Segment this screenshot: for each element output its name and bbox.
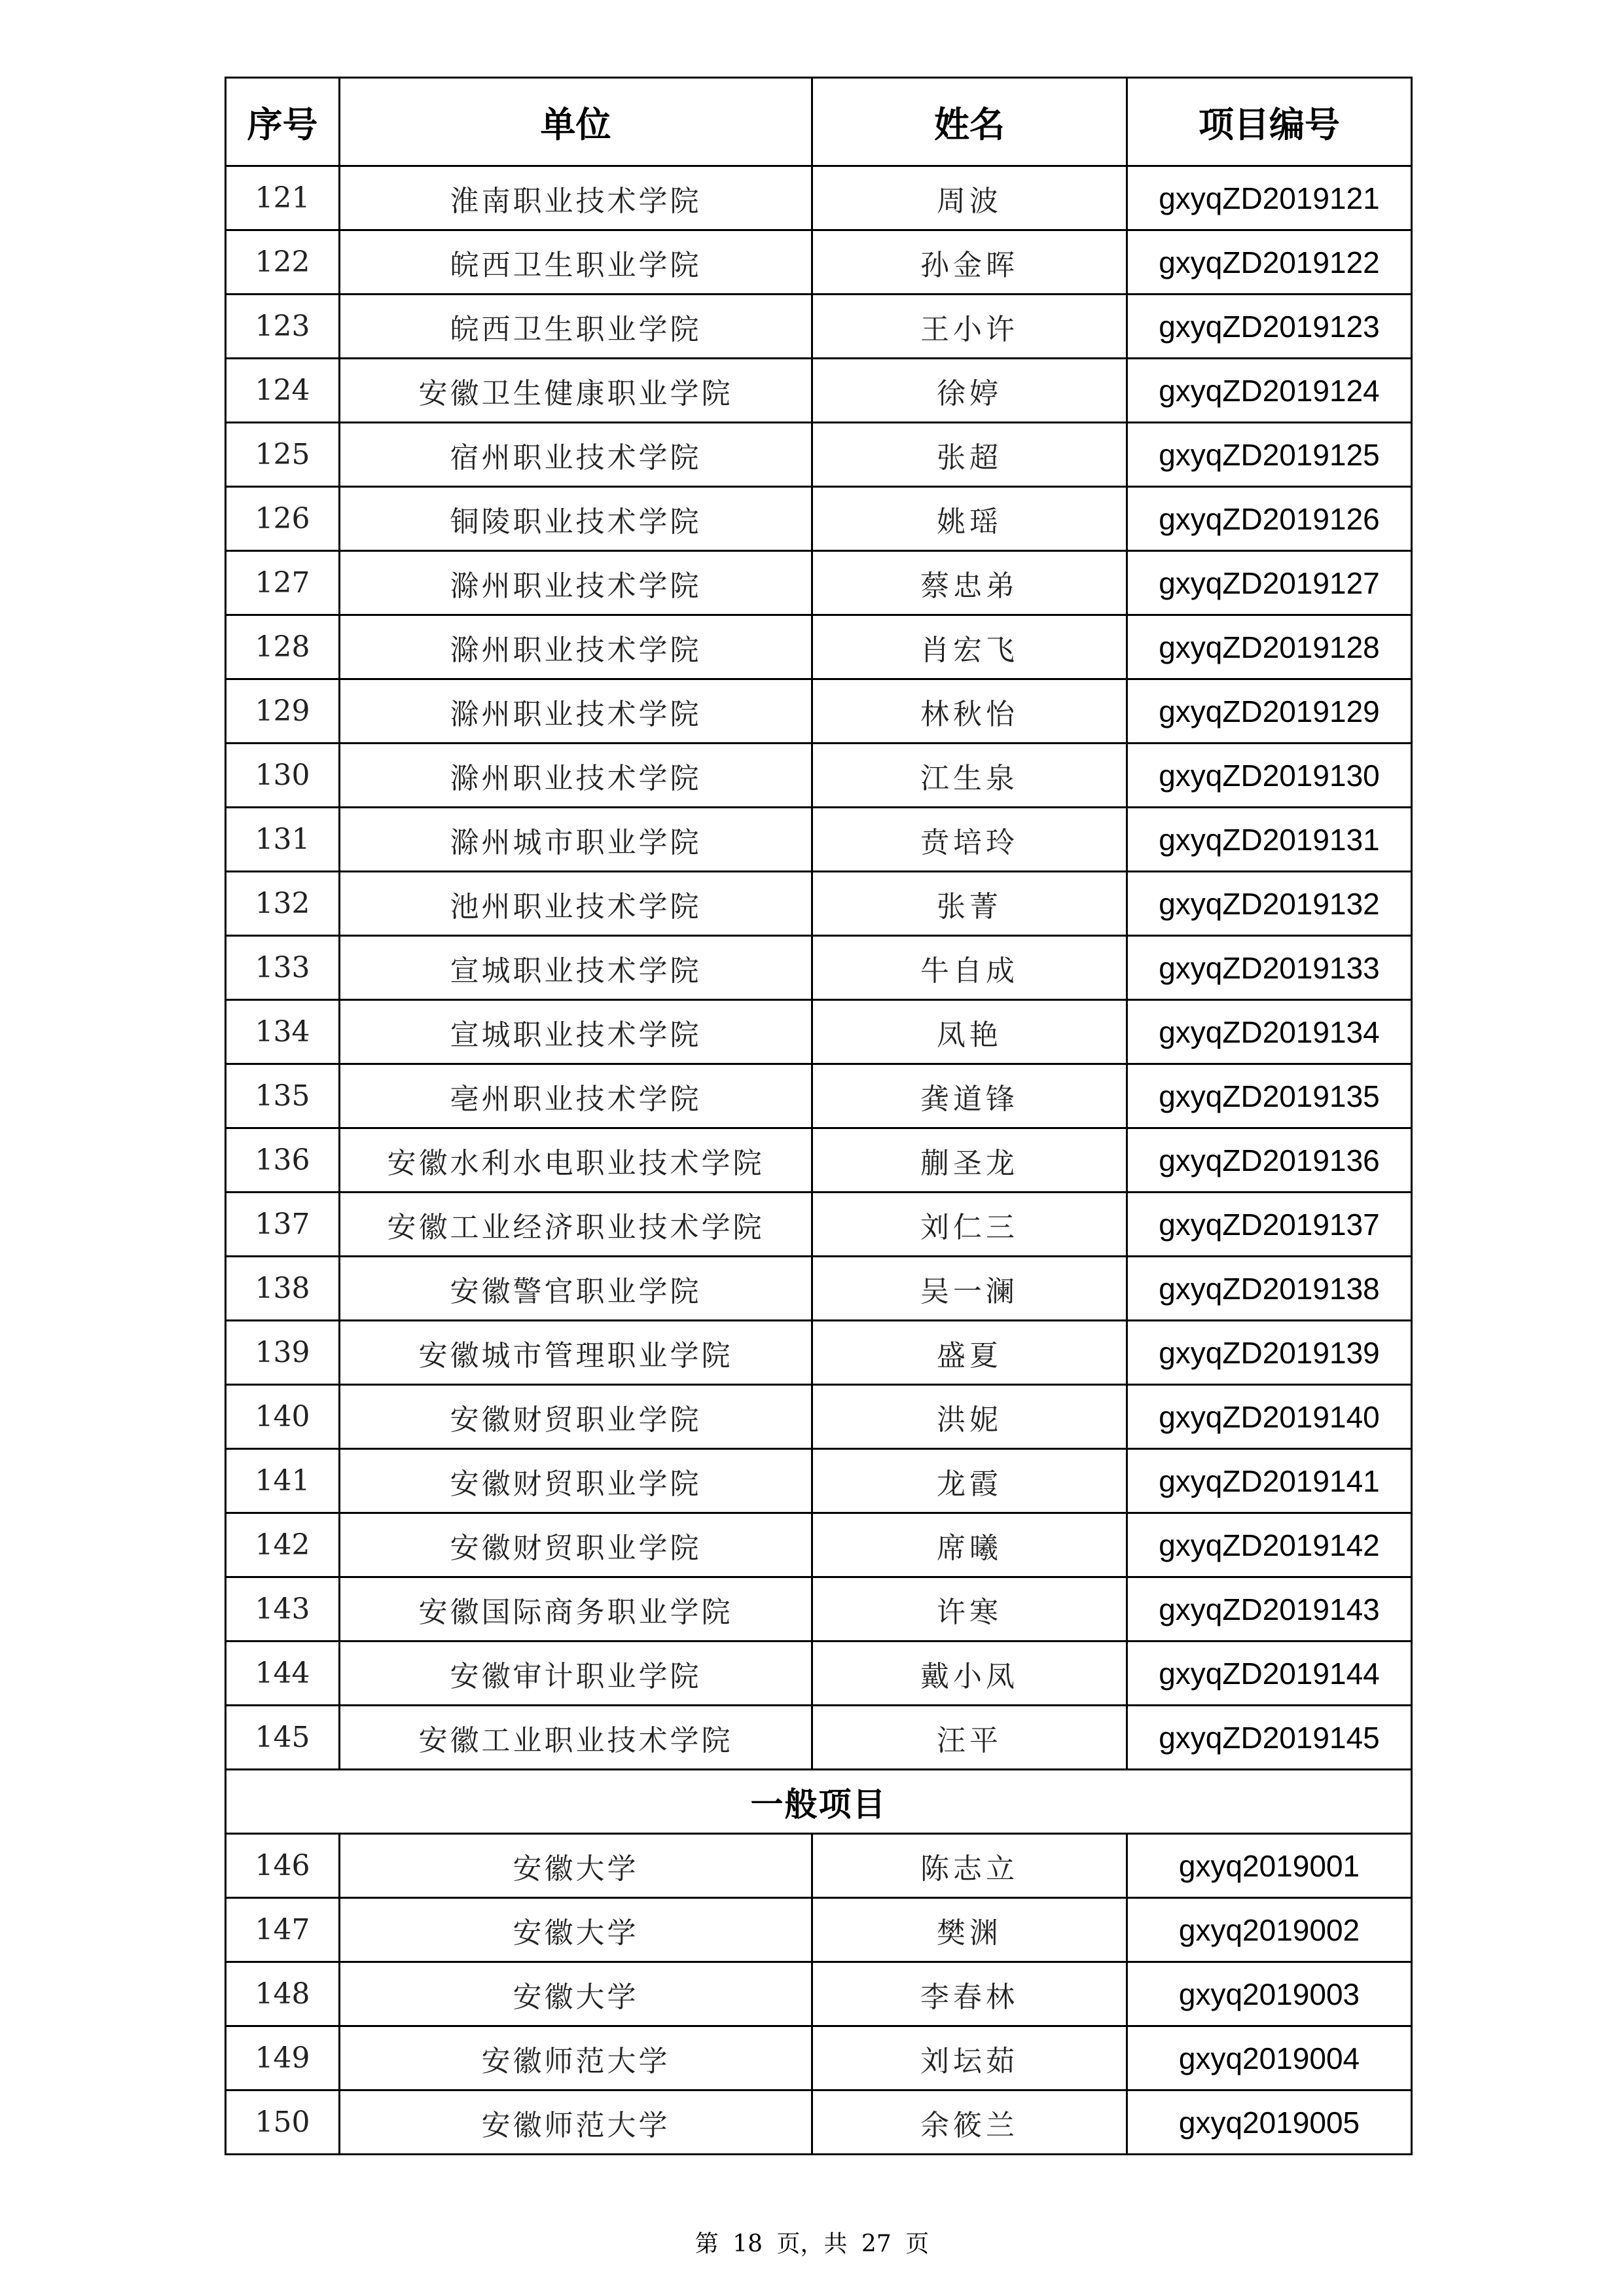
cell-project-code: gxyqZD2019141 (1127, 1449, 1412, 1513)
cell-serial: 123 (226, 295, 340, 359)
cell-name: 江生泉 (812, 744, 1127, 808)
cell-project-code: gxyqZD2019121 (1127, 166, 1412, 230)
cell-unit: 池州职业技术学院 (340, 872, 812, 936)
cell-name: 王小许 (812, 295, 1127, 359)
cell-project-code: gxyq2019003 (1127, 1962, 1412, 2026)
cell-project-code: gxyqZD2019130 (1127, 744, 1412, 808)
page-footer: 第 18 页，共 27 页 (695, 2231, 929, 2257)
table-header-row (226, 78, 1412, 166)
cell-name: 林秋怡 (812, 679, 1127, 744)
table-row (226, 872, 1412, 936)
cell-serial: 145 (226, 1706, 340, 1770)
cell-project-code: gxyq2019001 (1127, 1834, 1412, 1898)
cell-serial: 128 (226, 615, 340, 679)
cell-name: 汪平 (812, 1706, 1127, 1770)
table-row (226, 2026, 1412, 2090)
cell-project-code: gxyqZD2019124 (1127, 359, 1412, 423)
cell-unit: 安徽师范大学 (340, 2090, 812, 2155)
cell-unit: 安徽水利水电职业技术学院 (340, 1128, 812, 1193)
cell-serial: 140 (226, 1385, 340, 1449)
table-row (226, 1834, 1412, 1898)
cell-unit: 安徽财贸职业学院 (340, 1449, 812, 1513)
cell-name: 孙金晖 (812, 230, 1127, 295)
cell-serial: 138 (226, 1257, 340, 1321)
cell-serial: 127 (226, 551, 340, 615)
table-row (226, 2090, 1412, 2155)
cell-unit: 安徽工业职业技术学院 (340, 1706, 812, 1770)
cell-serial: 142 (226, 1513, 340, 1577)
table-row (226, 230, 1412, 295)
cell-serial: 149 (226, 2026, 340, 2090)
table-row (226, 1128, 1412, 1193)
table-row (226, 551, 1412, 615)
cell-unit: 安徽大学 (340, 1898, 812, 1962)
table-row (226, 487, 1412, 551)
cell-serial: 135 (226, 1064, 340, 1128)
cell-unit: 安徽审计职业学院 (340, 1641, 812, 1706)
cell-serial: 132 (226, 872, 340, 936)
cell-unit: 宣城职业技术学院 (340, 1000, 812, 1064)
section-divider (226, 1770, 1412, 1834)
cell-project-code: gxyqZD2019123 (1127, 295, 1412, 359)
table-row (226, 744, 1412, 808)
cell-name: 樊渊 (812, 1898, 1127, 1962)
cell-name: 肖宏飞 (812, 615, 1127, 679)
cell-name: 蔡忠弟 (812, 551, 1127, 615)
table-row (226, 1962, 1412, 2026)
cell-unit: 滁州职业技术学院 (340, 551, 812, 615)
cell-unit: 安徽大学 (340, 1962, 812, 2026)
cell-unit: 铜陵职业技术学院 (340, 487, 812, 551)
cell-serial: 121 (226, 166, 340, 230)
cell-project-code: gxyqZD2019125 (1127, 423, 1412, 487)
header-project-code: 项目编号 (1127, 78, 1412, 166)
cell-project-code: gxyqZD2019142 (1127, 1513, 1412, 1577)
cell-name: 徐婷 (812, 359, 1127, 423)
table-row (226, 1064, 1412, 1128)
table-row (226, 679, 1412, 744)
table-row (226, 1321, 1412, 1385)
cell-serial: 131 (226, 808, 340, 872)
cell-project-code: gxyqZD2019126 (1127, 487, 1412, 551)
cell-unit: 安徽财贸职业学院 (340, 1385, 812, 1449)
cell-project-code: gxyqZD2019140 (1127, 1385, 1412, 1449)
cell-unit: 宣城职业技术学院 (340, 936, 812, 1000)
cell-project-code: gxyqZD2019122 (1127, 230, 1412, 295)
cell-name: 周波 (812, 166, 1127, 230)
table-row (226, 1385, 1412, 1449)
table-row (226, 1000, 1412, 1064)
table-row (226, 1257, 1412, 1321)
cell-unit: 亳州职业技术学院 (340, 1064, 812, 1128)
cell-unit: 安徽国际商务职业学院 (340, 1577, 812, 1641)
table-row (226, 423, 1412, 487)
table-row (226, 359, 1412, 423)
table-row (226, 1706, 1412, 1770)
cell-project-code: gxyqZD2019136 (1127, 1128, 1412, 1193)
cell-project-code: gxyqZD2019138 (1127, 1257, 1412, 1321)
header-unit: 单位 (340, 78, 812, 166)
cell-project-code: gxyqZD2019135 (1127, 1064, 1412, 1128)
project-list-table (225, 77, 1413, 2155)
section-label-general: 一般项目 (226, 1770, 1412, 1834)
cell-project-code: gxyqZD2019145 (1127, 1706, 1412, 1770)
cell-unit: 安徽警官职业学院 (340, 1257, 812, 1321)
cell-project-code: gxyq2019002 (1127, 1898, 1412, 1962)
cell-unit: 滁州城市职业学院 (340, 808, 812, 872)
cell-name: 席曦 (812, 1513, 1127, 1577)
cell-name: 余筱兰 (812, 2090, 1127, 2155)
cell-unit: 滁州职业技术学院 (340, 615, 812, 679)
table-row (226, 1449, 1412, 1513)
section-row (226, 1770, 1412, 1834)
cell-serial: 139 (226, 1321, 340, 1385)
cell-project-code: gxyqZD2019144 (1127, 1641, 1412, 1706)
table-row (226, 936, 1412, 1000)
cell-unit: 皖西卫生职业学院 (340, 295, 812, 359)
cell-unit: 安徽财贸职业学院 (340, 1513, 812, 1577)
cell-name: 凤艳 (812, 1000, 1127, 1064)
cell-unit: 安徽城市管理职业学院 (340, 1321, 812, 1385)
table-row (226, 808, 1412, 872)
cell-serial: 122 (226, 230, 340, 295)
table-row (226, 1193, 1412, 1257)
cell-name: 盛夏 (812, 1321, 1127, 1385)
cell-project-code: gxyqZD2019133 (1127, 936, 1412, 1000)
cell-name: 张菁 (812, 872, 1127, 936)
cell-name: 洪妮 (812, 1385, 1127, 1449)
cell-name: 吴一澜 (812, 1257, 1127, 1321)
cell-name: 蒯圣龙 (812, 1128, 1127, 1193)
header-serial: 序号 (226, 78, 340, 166)
cell-unit: 皖西卫生职业学院 (340, 230, 812, 295)
cell-name: 刘坛茹 (812, 2026, 1127, 2090)
cell-name: 龚道锋 (812, 1064, 1127, 1128)
cell-name: 姚瑶 (812, 487, 1127, 551)
cell-unit: 安徽卫生健康职业学院 (340, 359, 812, 423)
cell-unit: 淮南职业技术学院 (340, 166, 812, 230)
cell-name: 贲培玲 (812, 808, 1127, 872)
cell-name: 许寒 (812, 1577, 1127, 1641)
cell-name: 陈志立 (812, 1834, 1127, 1898)
key-projects-body (226, 166, 1412, 1770)
table-row (226, 166, 1412, 230)
cell-name: 张超 (812, 423, 1127, 487)
cell-serial: 141 (226, 1449, 340, 1513)
cell-serial: 136 (226, 1128, 340, 1193)
general-projects-body (226, 1834, 1412, 2155)
cell-unit: 滁州职业技术学院 (340, 744, 812, 808)
cell-serial: 144 (226, 1641, 340, 1706)
header-name: 姓名 (812, 78, 1127, 166)
cell-project-code: gxyqZD2019127 (1127, 551, 1412, 615)
cell-serial: 129 (226, 679, 340, 744)
cell-unit: 滁州职业技术学院 (340, 679, 812, 744)
cell-serial: 133 (226, 936, 340, 1000)
cell-serial: 125 (226, 423, 340, 487)
cell-name: 戴小凤 (812, 1641, 1127, 1706)
cell-unit: 安徽师范大学 (340, 2026, 812, 2090)
cell-serial: 134 (226, 1000, 340, 1064)
cell-serial: 126 (226, 487, 340, 551)
table-row (226, 1898, 1412, 1962)
cell-project-code: gxyqZD2019139 (1127, 1321, 1412, 1385)
cell-project-code: gxyqZD2019132 (1127, 872, 1412, 936)
cell-serial: 124 (226, 359, 340, 423)
table-row (226, 1641, 1412, 1706)
cell-project-code: gxyqZD2019131 (1127, 808, 1412, 872)
cell-serial: 146 (226, 1834, 340, 1898)
cell-project-code: gxyq2019005 (1127, 2090, 1412, 2155)
cell-serial: 130 (226, 744, 340, 808)
cell-project-code: gxyqZD2019128 (1127, 615, 1412, 679)
cell-serial: 137 (226, 1193, 340, 1257)
cell-serial: 143 (226, 1577, 340, 1641)
cell-unit: 宿州职业技术学院 (340, 423, 812, 487)
cell-project-code: gxyqZD2019134 (1127, 1000, 1412, 1064)
cell-unit: 安徽大学 (340, 1834, 812, 1898)
table-row (226, 295, 1412, 359)
table-row (226, 1513, 1412, 1577)
cell-unit: 安徽工业经济职业技术学院 (340, 1193, 812, 1257)
table-row (226, 615, 1412, 679)
cell-name: 李春林 (812, 1962, 1127, 2026)
cell-name: 龙霞 (812, 1449, 1127, 1513)
cell-serial: 147 (226, 1898, 340, 1962)
cell-project-code: gxyqZD2019143 (1127, 1577, 1412, 1641)
cell-name: 刘仁三 (812, 1193, 1127, 1257)
cell-project-code: gxyqZD2019137 (1127, 1193, 1412, 1257)
cell-project-code: gxyq2019004 (1127, 2026, 1412, 2090)
table-row (226, 1577, 1412, 1641)
cell-serial: 148 (226, 1962, 340, 2026)
cell-project-code: gxyqZD2019129 (1127, 679, 1412, 744)
cell-name: 牛自成 (812, 936, 1127, 1000)
cell-serial: 150 (226, 2090, 340, 2155)
